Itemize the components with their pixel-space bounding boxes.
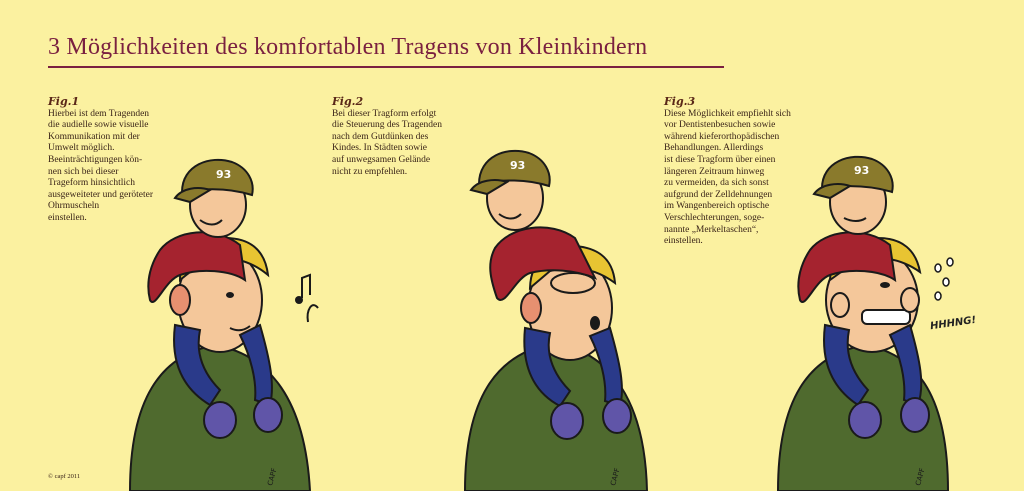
caption-line: Verschlechterungen, soge- (664, 212, 765, 223)
caption-line: die Steuerung des Tragenden (332, 120, 443, 131)
cap-number: 93 (510, 159, 526, 172)
page-title: 3 Möglichkeiten des komfortablen Tragens von Kleinkindern (48, 34, 648, 60)
figure-caption-2 (332, 96, 442, 178)
illustration-fig2 (455, 138, 655, 491)
child-shoe-left (849, 402, 881, 438)
copyright-notice: © capf 2011 (48, 473, 81, 480)
caption-line: nach dem Gutdünken des (332, 131, 429, 142)
caption-line: Kommunikation mit der (48, 131, 140, 142)
adult-mouth (590, 316, 600, 330)
sweat-drops-icon (935, 258, 953, 300)
caption-line: Behandlungen. Allerdings (664, 143, 764, 154)
adult-teeth (862, 310, 910, 324)
cap-number: 93 (854, 164, 870, 177)
cap-number: 93 (216, 168, 232, 181)
caption-line: einstellen. (48, 212, 87, 223)
caption-line: Bei dieser Tragform erfolgt (332, 108, 437, 119)
child-hand-left (831, 293, 849, 317)
child-shoe-right (901, 398, 929, 432)
caption-line: einstellen. (664, 236, 703, 247)
child-hand-right (901, 288, 919, 312)
title-underline (48, 66, 724, 68)
artist-signature: CAPF (914, 467, 927, 487)
caption-line: Kindes. In Städten sowie (332, 143, 427, 154)
caption-line: ausgeweiteter und geröteter (48, 189, 153, 200)
caption-line: vor Dentistenbesuchen sowie (664, 120, 776, 131)
caption-line: Hierbei ist dem Tragenden (48, 108, 150, 119)
child-shoe-right (254, 398, 282, 432)
music-notes-icon (295, 275, 318, 322)
caption-line: während kieferorthopädischen (664, 131, 780, 142)
caption-line: im Wangenbereich optische (664, 201, 770, 212)
caption-line: aufgrund der Zelldehnungen (664, 189, 773, 200)
caption-line: Trageform hinsichtlich (48, 178, 135, 189)
artist-signature: CAPF (609, 467, 622, 487)
child-shoe-right (603, 399, 631, 433)
illustration-fig1 (120, 150, 320, 491)
figure-label: Fig.3 (664, 95, 696, 108)
caption-line: längeren Zeitraum hinweg (664, 166, 765, 177)
caption-line: Diese Möglichkeit empfiehlt sich (664, 108, 791, 119)
artist-signature: CAPF (266, 467, 279, 487)
caption-line: Ohrmuscheln (48, 201, 100, 212)
child-shoe-left (204, 402, 236, 438)
caption-line: Beeinträchtigungen kön- (48, 154, 143, 165)
caption-line: die audielle sowie visuelle (48, 120, 149, 131)
adult-ear (170, 285, 190, 315)
caption-line: nicht zu empfehlen. (332, 166, 408, 177)
caption-line: auf unwegsamen Gelände (332, 154, 431, 165)
caption-line: nen sich bei dieser (48, 166, 119, 177)
pain-exclamation: HHHNG! (929, 314, 977, 333)
adult-ear (521, 293, 541, 323)
adult-eye (226, 292, 234, 298)
caption-line: nannte „Merkeltaschen“, (664, 224, 759, 235)
figure-label: Fig.1 (48, 95, 80, 108)
child-shoe-left (551, 403, 583, 439)
caption-line: zu vermeiden, da sich sonst (664, 178, 769, 189)
caption-line: ist diese Tragform über einen (664, 154, 776, 165)
caption-line: Umwelt möglich. (48, 143, 115, 154)
figure-label: Fig.2 (332, 95, 364, 108)
adult-eye (880, 282, 890, 288)
